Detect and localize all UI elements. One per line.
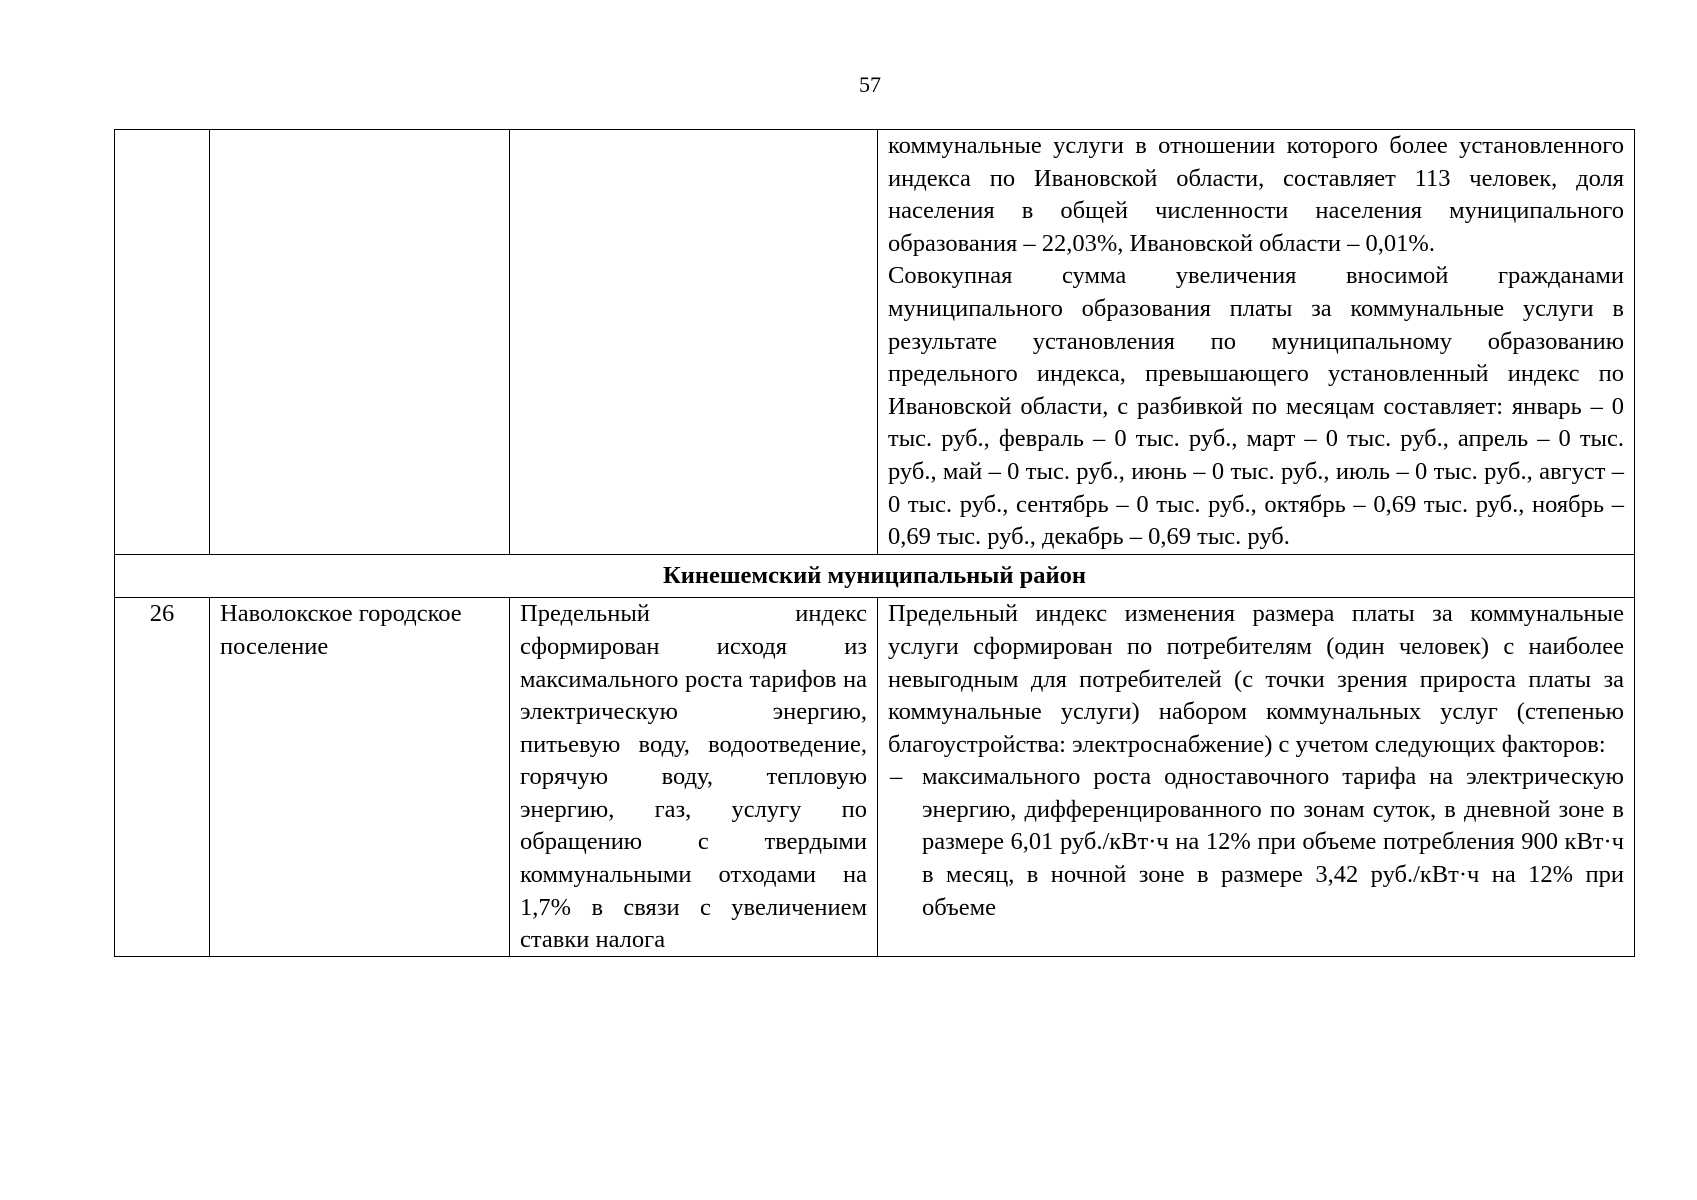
table-row-entry xyxy=(115,598,1635,957)
section-title: Кинешемский муниципальный район xyxy=(115,554,1635,598)
table-row-continuation xyxy=(115,130,1635,555)
factors-list xyxy=(888,761,1624,924)
cell-name-empty xyxy=(210,130,510,555)
page-number: 57 xyxy=(859,72,881,97)
cell-basis-empty xyxy=(510,130,878,555)
list-item xyxy=(888,761,1624,924)
table-row-section xyxy=(115,554,1635,598)
indices-table xyxy=(114,129,1635,957)
factor-text: максимального роста одноставочного тарифа на электрическую энергию, дифференцированного по зонам суток, в дневной зоне в размере 6,01 руб./кВт·ч на 12% при объеме потребления 900 кВт·ч в месяц, в ночной зоне в размере 3,42 руб./кВт·ч на 12% при объеме xyxy=(922,763,1624,921)
cell-description-continuation xyxy=(878,130,1635,555)
cell-entry-name: Наволокское городское поселение xyxy=(210,598,510,957)
basis-text: Предельный индекс сформирован исходя из максимального роста тарифов на электрическую энергию, питьевую воду, водоотведение, горячую воду, тепловую энергию, газ, услугу по обращению с твердыми коммунальными отходами на 1,7% в связи с увеличением ставки налога xyxy=(520,600,867,954)
description-clip xyxy=(888,598,1624,924)
continuation-paragraph-monthly-sum: Совокупная сумма увеличения вносимой гражданами муниципального образования платы за коммунальные услуги в результате установления по муниципальному образованию предельного индекса, превышающего установленный индекс по Ивановской области, с разбивкой по месяцам составляет: январь – 0 тыс. руб., февраль – 0 тыс. руб., март – 0 тыс. руб., апрель – 0 тыс. руб., май – 0 тыс. руб., июнь – 0 тыс. руб., июль – 0 тыс. руб., август – 0 тыс. руб., сентябрь – 0 тыс. руб., октябрь – 0,69 тыс. руб., ноябрь – 0,69 тыс. руб., декабрь – 0,69 тыс. руб. xyxy=(888,262,1624,551)
cell-number-empty xyxy=(115,130,210,555)
description-intro: Предельный индекс изменения размера платы за коммунальные услуги сформирован по потребителям (один человек) с наиболее невыгодным для потребителей (с точки зрения прироста платы за коммунальные услуги) набором коммунальных услуг (степенью благоустройства: электроснабжение) с учетом следующих факторов: xyxy=(888,600,1624,758)
cell-entry-basis xyxy=(510,598,878,957)
continuation-paragraph-population: коммунальные услуги в отношении которого более установленного индекса по Ивановской области, составляет 113 человек, доля населения в общей численности населения муниципального образования – 22,03%, Ивановской области – 0,01%. xyxy=(888,132,1624,257)
cell-entry-number: 26 xyxy=(115,598,210,957)
cell-entry-description xyxy=(878,598,1635,957)
dash-bullet: – xyxy=(890,763,903,791)
